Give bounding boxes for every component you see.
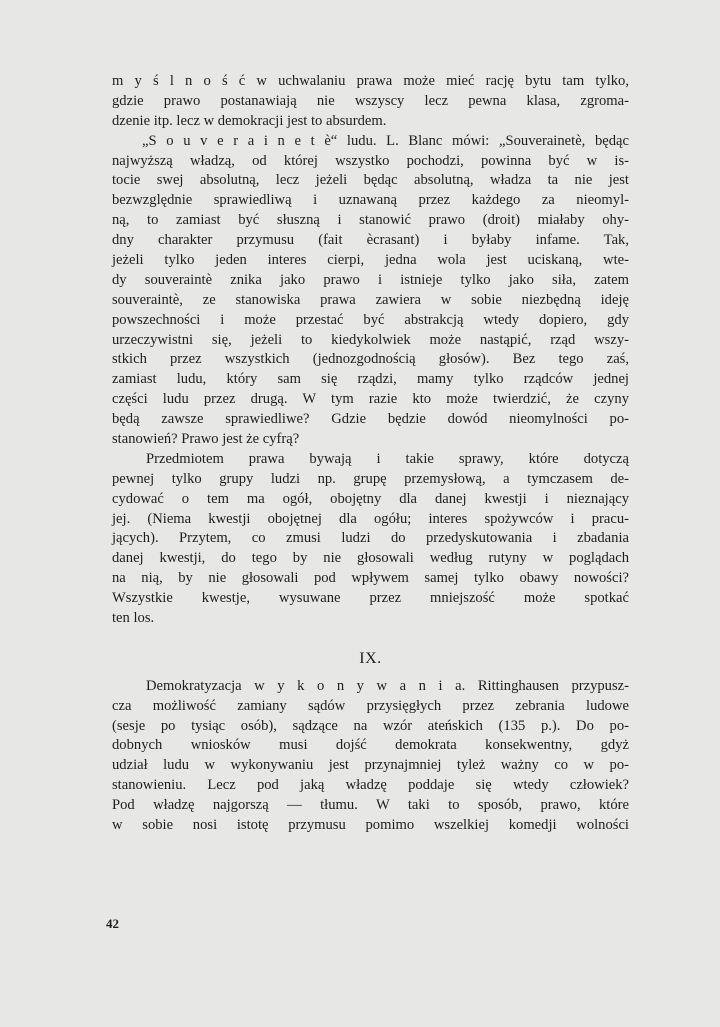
section-heading: IX.: [359, 649, 382, 667]
text-line: gdzie prawo postanawiają nie wszyscy lecz pewna klasa, zgroma-: [112, 92, 629, 109]
text-line: Demokratyzacja w y k o n y w a n i a. Rittinghausen przypusz-: [146, 677, 629, 694]
text-line: Wszystkie kwestje, wysuwane przez mniejszość może spotkać: [112, 590, 629, 607]
text-line: stkich przez wszystkich (jednozgodnością głosów). Bez tego zaś,: [112, 351, 629, 368]
text-line: cza możliwość zamiany sądów przysięgłych przez zebrania ludowe: [112, 697, 629, 714]
text-line: jeżeli tylko jeden interes cierpi, jedna wola jest uciskaną, wte-: [112, 252, 629, 269]
text-line: dzenie itp. lecz w demokracji jest to absurdem.: [112, 112, 387, 129]
text-line: cydować o tem ma ogół, obojętny dla danej kwestji i nieznający: [112, 490, 629, 507]
page-number: 42: [106, 916, 119, 931]
text-line: zamiast ludu, który sam się rządzi, mamy tylko rządców jednej: [112, 371, 629, 388]
text-line: będą zawsze sprawiedliwe? Gdzie będzie dowód nieomylności po-: [112, 411, 629, 428]
text-line: „S o u v e r a i n e t è“ ludu. L. Blanc mówi: „Souverainetè, będąc: [142, 132, 629, 149]
text-line: Pod władzę najgorszą — tłumu. W taki to sposób, prawo, które: [112, 797, 629, 814]
text-line: pewnej tylko grupy ludzi np. grupę przemysłową, a tymczasem de-: [112, 470, 629, 487]
text-line: (sesje po tysiąc osób), sądzące na wzór ateńskich (135 p.). Do po-: [112, 717, 629, 734]
text-line: m y ś l n o ś ć w uchwalaniu prawa może mieć rację bytu tam tylko,: [112, 73, 629, 89]
text-line: dny charakter przymusu (fait ècrasant) i byłaby infame. Tak,: [112, 232, 629, 249]
text-line: tocie swej absolutną, lecz jeżeli będąc absolutną, władza ta nie jest: [112, 172, 629, 189]
text-line: udział ludu w wykonywaniu jest przynajmniej tyleż ważny co w po-: [112, 757, 629, 774]
text-line: najwyższą władzą, od której wszystko pochodzi, powinna być w is-: [112, 152, 629, 169]
text-line: jej. (Niema kwestji obojętnej dla ogółu; interes spożywców i pracu-: [112, 510, 629, 527]
text-line: Przedmiotem prawa bywają i takie sprawy, które dotyczą: [146, 450, 629, 467]
body-text: [112, 72, 629, 836]
text-line: souveraintè, ze stanowiska prawa zawiera w sobie niezbędną ideję: [112, 291, 629, 308]
text-line: w sobie nosi istotę przymusu pomimo wszelkiej komedji wolności: [112, 816, 629, 833]
text-line: stanowieniu. Lecz pod jaką władzę poddaje się wtedy człowiek?: [112, 777, 629, 794]
text-line: części ludu przez drugą. W tym razie kto może twierdzić, że czyny: [112, 391, 629, 408]
text-line: ten los.: [112, 610, 155, 627]
text-line: na nią, by nie głosowali pod wpływem samej tylko obawy nowości?: [112, 570, 629, 587]
text-line: dy souveraintè znika jako prawo i istnieje tylko jako siła, zatem: [112, 271, 629, 288]
text-line: dobnych wniosków musi dojść demokrata konsekwentny, gdyż: [112, 737, 629, 754]
text-line: powszechności i może przestać być abstrakcją wtedy dopiero, gdy: [112, 311, 629, 328]
text-line: stanowień? Prawo jest że cyfrą?: [112, 431, 300, 448]
text-line: jących). Przytem, co zmusi ludzi do przedyskutowania i zbadania: [112, 530, 629, 547]
text-line: urzeczywistni się, jeżeli to kiedykolwiek może nastąpić, rząd wszy-: [112, 331, 629, 348]
text-line: danej kwestji, do tego by nie głosowali według rutyny w poglądach: [112, 550, 629, 567]
text-line: bezwzględnie sprawiedliwą i uznawaną przez każdego za nieomyl-: [112, 192, 629, 209]
text-line: ną, to zamiast być słuszną i stanowić prawo (droit) miałaby ohy-: [112, 212, 629, 229]
